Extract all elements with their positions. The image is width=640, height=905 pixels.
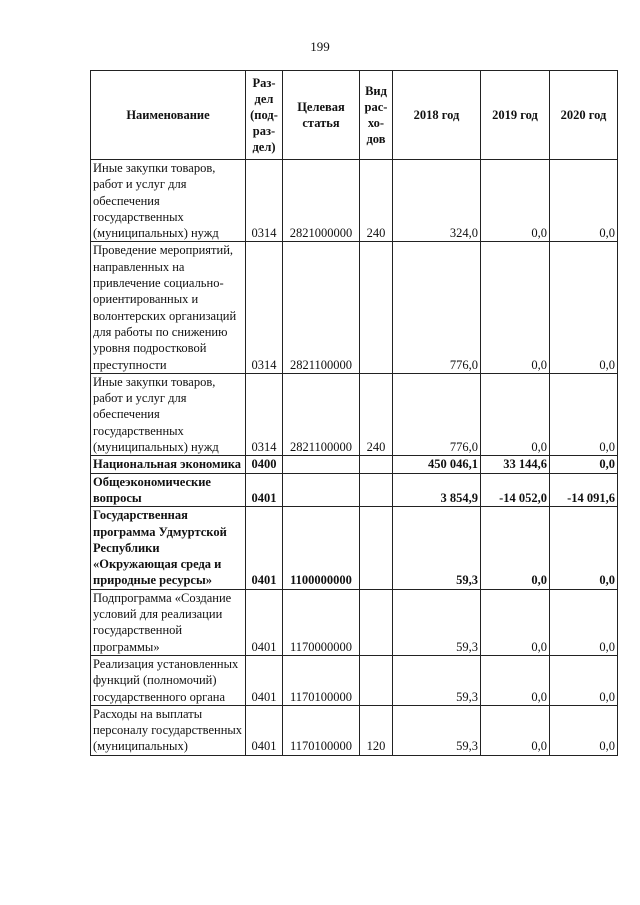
row-section: 0401 [246,507,283,589]
row-name: Подпрограмма «Создание условий для реализации государственной программы» [91,589,246,655]
table-row [91,705,618,755]
header-target: Целевая статья [283,71,360,160]
row-target: 1100000000 [283,507,360,589]
row-target: 1170000000 [283,589,360,655]
row-2018: 324,0 [393,160,481,242]
row-2019: 0,0 [481,373,550,455]
page-number: 199 [310,39,330,54]
row-section: 0401 [246,705,283,755]
row-expense: 240 [360,373,393,455]
row-target [283,456,360,473]
row-2020: 0,0 [550,655,618,705]
row-target: 1170100000 [283,705,360,755]
row-name: Реализация установленных функций (полномочий) государственного органа [91,655,246,705]
row-name: Национальная экономика [91,456,246,473]
table-row [91,507,618,589]
row-expense [360,507,393,589]
header-2018: 2018 год [393,71,481,160]
row-2018: 59,3 [393,655,481,705]
row-name: Иные закупки товаров, работ и услуг для обеспечения государственных (муниципальных) нужд [91,373,246,455]
row-2018: 59,3 [393,507,481,589]
row-name: Расходы на выплаты персоналу государственных (муниципальных) [91,705,246,755]
table-row [91,242,618,373]
row-2020: -14 091,6 [550,473,618,507]
row-2019: 0,0 [481,507,550,589]
row-2020: 0,0 [550,373,618,455]
row-expense [360,456,393,473]
row-target: 1170100000 [283,655,360,705]
row-2020: 0,0 [550,242,618,373]
budget-table [90,70,618,756]
row-2018: 3 854,9 [393,473,481,507]
row-2020: 0,0 [550,507,618,589]
row-section: 0401 [246,655,283,705]
row-target: 2821100000 [283,373,360,455]
row-expense: 240 [360,160,393,242]
row-2019: 0,0 [481,242,550,373]
header-expense: Вид рас- хо- дов [360,71,393,160]
row-expense [360,242,393,373]
row-2018: 59,3 [393,589,481,655]
row-2019: 0,0 [481,705,550,755]
row-target: 2821100000 [283,242,360,373]
table-row [91,655,618,705]
row-section: 0314 [246,242,283,373]
row-section: 0401 [246,589,283,655]
row-name: Государственная программа Удмуртской Республики «Окружающая среда и природные ресурсы» [91,507,246,589]
row-2018: 450 046,1 [393,456,481,473]
table-row [91,456,618,473]
row-2019: 0,0 [481,589,550,655]
row-2018: 776,0 [393,373,481,455]
row-expense [360,655,393,705]
table-row [91,589,618,655]
table-row [91,160,618,242]
row-2019: 0,0 [481,655,550,705]
header-name: Наименование [91,71,246,160]
row-2020: 0,0 [550,589,618,655]
row-name: Общеэкономические вопросы [91,473,246,507]
header-row [91,71,618,160]
row-name: Иные закупки товаров, работ и услуг для обеспечения государственных (муниципальных) нужд [91,160,246,242]
row-target [283,473,360,507]
header-section: Раз- дел (под- раз- дел) [246,71,283,160]
row-section: 0314 [246,373,283,455]
row-2018: 59,3 [393,705,481,755]
row-2020: 0,0 [550,456,618,473]
row-expense [360,473,393,507]
row-2019: -14 052,0 [481,473,550,507]
row-section: 0400 [246,456,283,473]
table-row [91,473,618,507]
row-2019: 33 144,6 [481,456,550,473]
row-target: 2821000000 [283,160,360,242]
row-2018: 776,0 [393,242,481,373]
row-expense: 120 [360,705,393,755]
row-2020: 0,0 [550,160,618,242]
row-name: Проведение мероприятий, направленных на привлечение социально-ориентированных и волонтерских организаций для работы по снижению уровня подростковой преступности [91,242,246,373]
row-section: 0401 [246,473,283,507]
row-2020: 0,0 [550,705,618,755]
row-expense [360,589,393,655]
table-row [91,373,618,455]
header-2019: 2019 год [481,71,550,160]
row-section: 0314 [246,160,283,242]
row-2019: 0,0 [481,160,550,242]
header-2020: 2020 год [550,71,618,160]
